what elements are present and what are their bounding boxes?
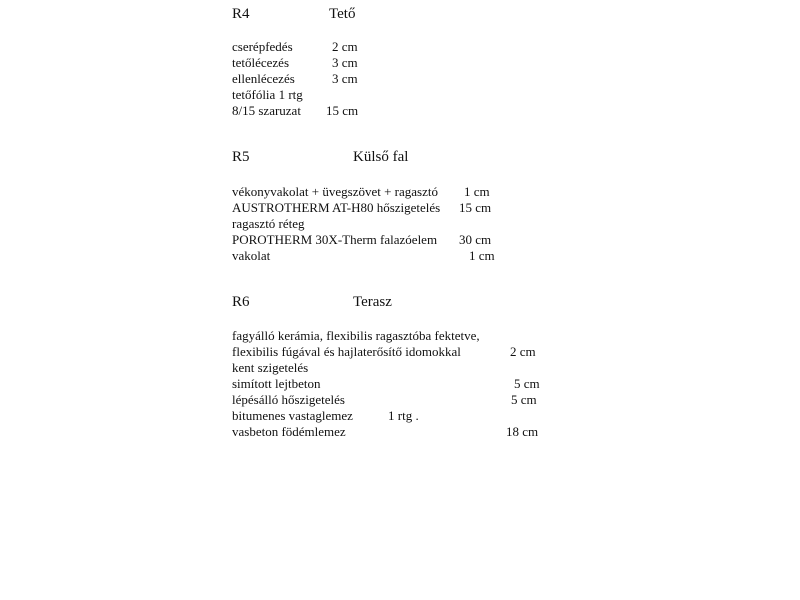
layer-name: simított lejtbeton xyxy=(232,376,321,391)
layer-name: POROTHERM 30X-Therm falazóelem xyxy=(232,232,438,247)
layer-thickness: 18 cm xyxy=(506,424,539,439)
layer-name: vakolat xyxy=(232,248,271,263)
layer-name: flexibilis fúgával és hajlaterősítő idomokkal xyxy=(232,344,461,359)
section-title: Külső fal xyxy=(353,149,409,165)
layer-thickness: 3 cm xyxy=(332,71,358,86)
layer-thickness: 1 cm xyxy=(464,184,490,199)
section-code: R5 xyxy=(232,149,250,165)
layer-thickness: 15 cm xyxy=(326,103,359,118)
layer-thickness: 5 cm xyxy=(514,376,540,391)
layer-name: bitumenes vastaglemez xyxy=(232,408,353,423)
layer-name: tetőfólia 1 rtg xyxy=(232,87,303,102)
layer-thickness: 1 cm xyxy=(469,248,495,263)
layer-thickness: 30 cm xyxy=(459,232,492,247)
layer-name: ellenlécezés xyxy=(232,71,295,86)
section-code: R4 xyxy=(232,6,250,22)
section-code: R6 xyxy=(232,294,250,310)
layer-name: vasbeton födémlemez xyxy=(232,424,346,439)
section-title: Tető xyxy=(329,6,356,22)
layer-name: kent szigetelés xyxy=(232,360,309,375)
layer-name: 8/15 szaruzat xyxy=(232,103,301,118)
layer-name: ragasztó réteg xyxy=(232,216,305,231)
layer-thickness: 15 cm xyxy=(459,200,492,215)
layer-name: fagyálló kerámia, flexibilis ragasztóba fektetve, xyxy=(232,328,480,343)
layer-thickness: 2 cm xyxy=(332,39,358,54)
layer-thickness: 1 rtg . xyxy=(388,408,419,423)
layer-thickness: 5 cm xyxy=(511,392,537,407)
section-title: Terasz xyxy=(353,294,392,310)
layer-thickness: 2 cm xyxy=(510,344,536,359)
layer-name: vékonyvakolat + üvegszövet + ragasztó xyxy=(232,184,438,199)
layer-thickness: 3 cm xyxy=(332,55,358,70)
layer-name: cserépfedés xyxy=(232,39,293,54)
layer-name: tetőlécezés xyxy=(232,55,290,70)
layer-name: AUSTROTHERM AT-H80 hőszigetelés xyxy=(232,200,441,215)
layer-name: lépésálló hőszigetelés xyxy=(232,392,345,407)
